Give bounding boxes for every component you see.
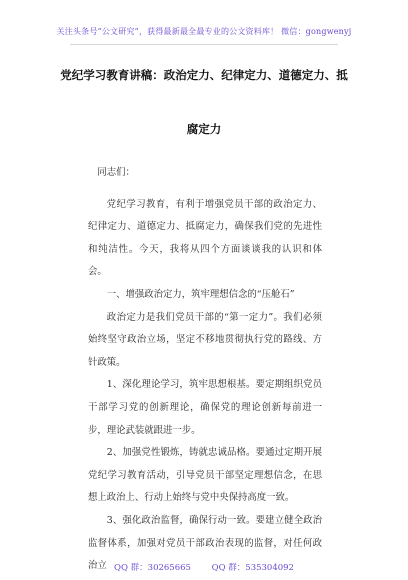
document-title-line-1: 党纪学习教育讲稿：政治定力、纪律定力、道德定力、抵 [60,68,348,82]
section-heading: 一、增强政治定力，筑牢理想信念的“压舱石” [106,288,295,300]
header-notice: 关注头条号“公文研究”，获得最新最全最专业的公文资料库！ 微信：gongwenyj [56,27,352,36]
body-paragraph: 2、加强党性锻炼，铸就忠诚品格。要通过定期开展党纪学习教育活动，引导党员干部坚定理想信念，在思想上政治上、行动上始终与党中央保持高度一致。 [88,447,322,504]
body-paragraph: 1、深化理论学习，筑牢思想根基。要定期组织党员干部学习党的创新理论，确保党的理论创新每前进一步，理论武装就跟进一步。 [88,379,322,436]
body-paragraph: 3、强化政治监督，确保行动一致。要建立健全政治监督体系，加强对党员干部政治表现的监督，对任何政治立 [88,514,322,572]
document-body [88,162,322,578]
salutation: 同志们： [97,167,135,178]
footer-contact [0,561,408,573]
document-title-line-2: 腐定力 [186,122,222,136]
body-paragraph: 政治定力是我们党员干部的“第一定力”。我们必须始终坚守政治立场，坚定不移地贯彻执行党的路线、方针政策。 [88,311,322,368]
body-paragraph: 党纪学习教育，有利于增强党员干部的政治定力、纪律定力、道德定力、抵腐定力，确保我们党的先进性和纯洁性。今天，我将从四个方面谈谈我的认识和体会。 [88,198,322,278]
header-divider [70,44,338,45]
qq-group-left: QQ 群：30265665 [114,563,191,573]
qq-group-right: QQ 群：535304092 [211,563,294,573]
